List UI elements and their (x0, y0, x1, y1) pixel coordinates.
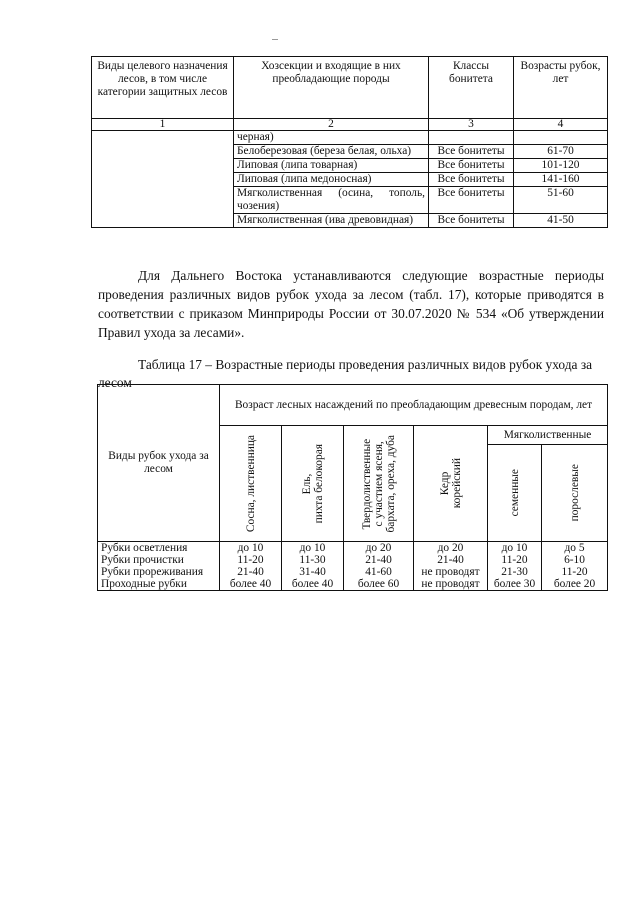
row-header-cell: Виды рубок ухода за лесом (98, 385, 220, 542)
column-header-label: семенные (508, 469, 521, 517)
thinning-periods-table (97, 384, 608, 591)
value-text: 21-30 (501, 566, 528, 578)
value-cell (414, 542, 488, 591)
row-label-text: Проходные рубки (101, 578, 187, 590)
age-cell: 41-50 (514, 214, 608, 228)
header-cell: Классы бонитета (429, 57, 514, 119)
row-label-text: Рубки осветления (101, 542, 188, 554)
value-text: до 10 (299, 542, 326, 554)
column-number: 1 (92, 119, 234, 131)
value-text: 21-40 (237, 566, 264, 578)
value-text: 11-20 (561, 566, 588, 578)
value-text: 11-30 (299, 554, 326, 566)
species-cell: черная) (234, 131, 429, 145)
value-cell (282, 542, 344, 591)
value-text: до 20 (365, 542, 392, 554)
species-cell: Мягколиственная (осина, тополь, чозения) (234, 187, 429, 214)
age-cell: 141-160 (514, 173, 608, 187)
value-text: более 30 (493, 578, 536, 590)
column-header-cell (344, 426, 414, 542)
column-number-row (92, 119, 608, 131)
value-cell (344, 542, 414, 591)
page-mark (272, 39, 278, 40)
class-cell: Все бонитеты (429, 173, 514, 187)
value-text: 6-10 (564, 554, 585, 566)
table-row (98, 542, 608, 591)
value-text: 11-20 (237, 554, 264, 566)
value-text: 31-40 (299, 566, 326, 578)
group-header-cell: Возраст лесных насаждений по преобладающим древесным породам, лет (220, 385, 608, 426)
column-number: 3 (429, 119, 514, 131)
value-cell (488, 542, 542, 591)
value-text: 21-40 (437, 554, 464, 566)
species-cell: Липовая (липа медоносная) (234, 173, 429, 187)
class-cell (429, 131, 514, 145)
value-text: до 10 (501, 542, 528, 554)
column-header-cell (414, 426, 488, 542)
species-cell: Белоберезовая (береза белая, ольха) (234, 145, 429, 159)
age-cell (514, 131, 608, 145)
value-text: до 5 (564, 542, 585, 554)
header-cell: Виды целевого назначения лесов, в том числе категории защитных лесов (92, 57, 234, 119)
header-cell: Хозсекции и входящие в них преобладающие породы (234, 57, 429, 119)
table-caption: Таблица 17 – Возрастные периоды проведения различных видов рубок ухода за лесом (98, 357, 593, 390)
class-cell: Все бонитеты (429, 187, 514, 214)
row-label-text: Рубки прочистки (101, 554, 184, 566)
value-cell (220, 542, 282, 591)
soft-header-cell: Мягколиственные (488, 426, 608, 445)
value-text: до 20 (437, 542, 464, 554)
value-cell (542, 542, 608, 591)
value-text: 41-60 (365, 566, 392, 578)
column-number: 4 (514, 119, 608, 131)
value-text: не проводят (421, 566, 480, 578)
value-text: более 40 (229, 578, 272, 590)
column-header-cell (488, 445, 542, 542)
value-text: 11-20 (501, 554, 528, 566)
row-label (98, 542, 220, 591)
column-header-label: Кедр корейский (438, 458, 463, 509)
species-cell: Мягколиственная (ива древовидная) (234, 214, 429, 228)
class-cell: Все бонитеты (429, 145, 514, 159)
age-cell: 101-120 (514, 159, 608, 173)
species-cell: Липовая (липа товарная) (234, 159, 429, 173)
column-header-label: порослевые (568, 464, 581, 522)
age-cell: 61-70 (514, 145, 608, 159)
column-header-label: Сосна, лиственница (244, 434, 257, 533)
table-row (92, 131, 608, 145)
table-header-row (98, 385, 608, 426)
column-header-label: Твердолиственные с участием ясеня, бархата, ореха, дуба (360, 434, 397, 533)
forest-age-table (91, 56, 608, 228)
value-text: не проводят (421, 578, 480, 590)
class-cell: Все бонитеты (429, 159, 514, 173)
class-cell: Все бонитеты (429, 214, 514, 228)
age-cell: 51-60 (514, 187, 608, 214)
column-header-cell (542, 445, 608, 542)
column-number: 2 (234, 119, 429, 131)
table-header-row (92, 57, 608, 119)
value-text: более 60 (357, 578, 400, 590)
header-cell: Возрасты рубок, лет (514, 57, 608, 119)
body-paragraph: Для Дальнего Востока устанавливаются следующие возрастные периоды проведения различных видов рубок ухода за лесом (табл. 17), которые приводятся в соответствии с приказом Минприроды России от 30.07.2020 № 534 «Об утверждении Правил ухода за лесами». (98, 268, 604, 340)
value-text: более 40 (291, 578, 334, 590)
value-text: 21-40 (365, 554, 392, 566)
row-label-text: Рубки прореживания (101, 566, 204, 578)
column-header-label: Ель, пихта белокорая (300, 443, 325, 524)
column-header-cell (282, 426, 344, 542)
value-text: более 20 (553, 578, 596, 590)
value-text: до 10 (237, 542, 264, 554)
column-header-cell (220, 426, 282, 542)
purpose-cell (92, 131, 234, 228)
